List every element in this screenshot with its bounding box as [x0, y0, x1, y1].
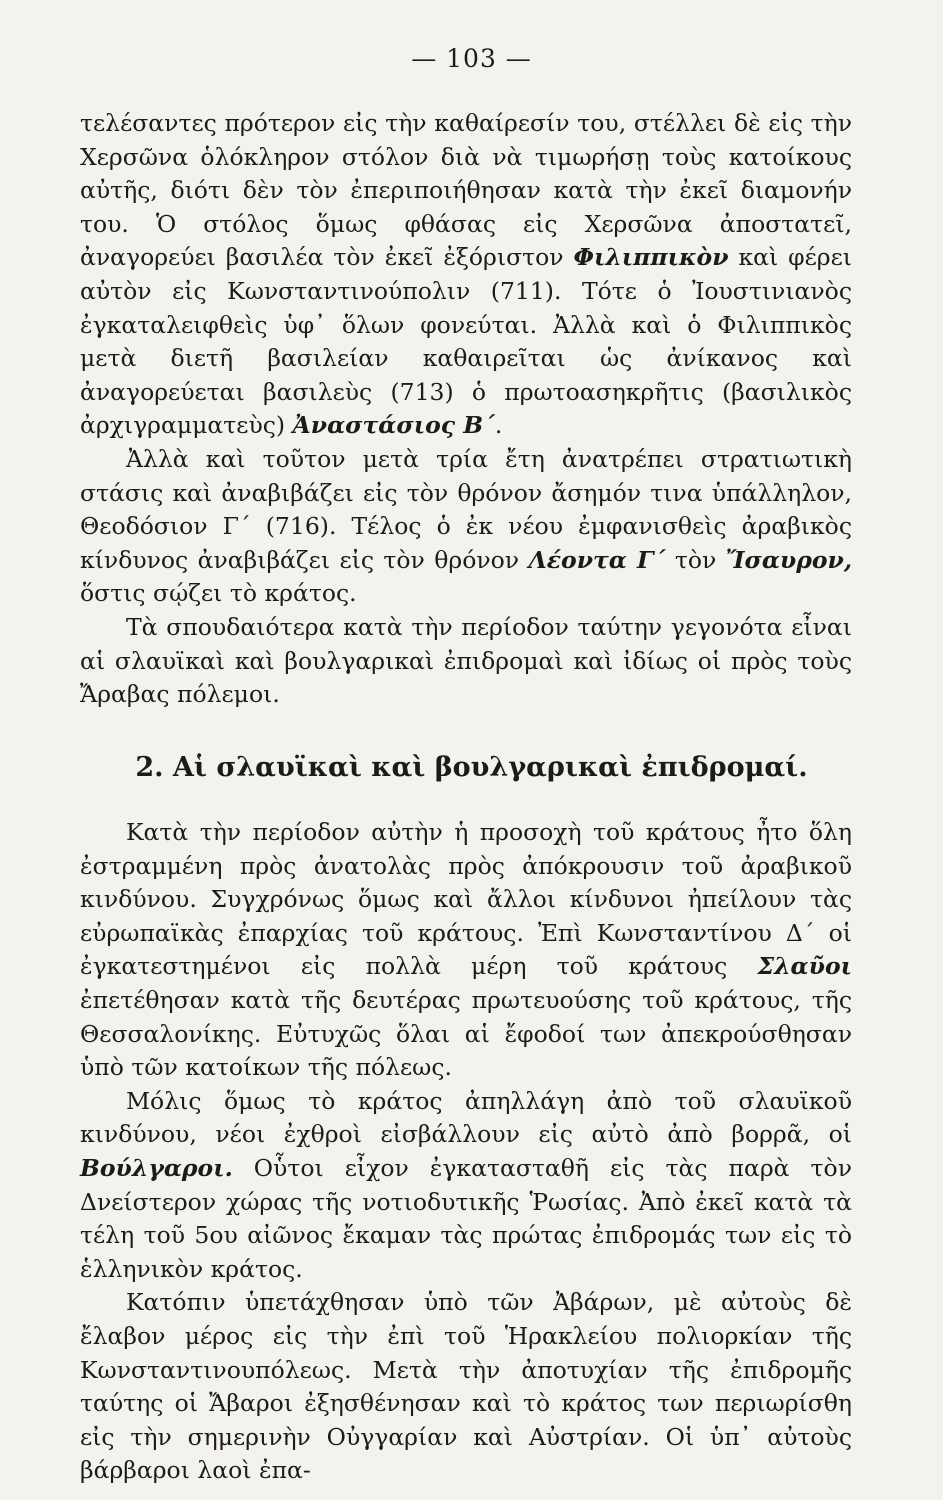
text-run: Οὗτοι εἶχον ἐγκατασταθῆ εἰς τὰς παρὰ τὸν Δνείστερον χώρας τῆς νοτιοδυτικῆς Ῥωσίας. Ἀπὸ ἐκεῖ κατὰ τὰ τέλη τοῦ 5ου αἰῶνος ἔκαμαν τὰς πρώτας ἐπιδρομάς των εἰς τὸ ἑλληνικὸν κράτος.	[80, 1153, 852, 1283]
paragraph-3: Τὰ σπουδαιότερα κατὰ τὴν περίοδον ταύτην γεγονότα εἶναι αἱ σλαυϊκαὶ καὶ βουλγαρικαὶ ἐπιδρομαὶ καὶ ἰδίως οἱ πρὸς τοὺς Ἄραβας πόλεμοι.	[80, 612, 852, 709]
name-anastasios: Ἀναστάσιος Β΄	[292, 411, 495, 440]
name-isauros: Ἴσαυρον,	[725, 545, 852, 574]
section-heading: 2. Αἱ σλαυϊκαὶ καὶ βουλγαρικαὶ ἐπιδρομαί.	[135, 752, 808, 783]
upper-text-block	[80, 107, 852, 712]
text-run: ὅστις σῴζει τὸ κράτος.	[80, 579, 357, 608]
text-run: Ἀλλὰ καὶ τοῦτον μετὰ τρία ἔτη ἀνατρέπει στρατιωτικὴ στάσις καὶ ἀναβιβάζει εἰς τὸν θρόνον ἄσημόν τινα ὑπάλληλον, Θεοδόσιον Γ΄ (716). Τέλος ὁ ἐκ νέου ἐμφανισθεὶς ἀραβικὸς κίνδυνος ἀναβιβάζει εἰς τὸν θρόνον	[80, 444, 852, 574]
paragraph-4	[80, 816, 852, 1085]
name-slavs: Σλαῦοι	[757, 952, 852, 981]
paragraph-2	[80, 443, 852, 611]
page-number: — 103 —	[411, 44, 532, 73]
paragraph-1	[80, 107, 852, 443]
name-bulgarians: Βούλγαροι.	[80, 1153, 233, 1182]
lower-text-block	[80, 816, 852, 1488]
text-run: .	[494, 411, 503, 440]
text-run: ἐπετέθησαν κατὰ τῆς δευτέρας πρωτευούσης τοῦ κράτους, τῆς Θεσσαλονίκης. Εὐτυχῶς ὅλαι αἱ ἔφοδοί των ἀπεκρούσθησαν ὑπὸ τῶν κατοίκων τῆς πόλεως.	[80, 985, 852, 1082]
text-run: τελέσαντες πρότερον εἰς τὴν καθαίρεσίν του, στέλλει δὲ εἰς τὴν Χερσῶνα ὁλόκληρον στόλον διὰ νὰ τιμωρήσῃ τοὺς κατοίκους αὐτῆς, διότι δὲν τὸν ἐπεριποιήθησαν κατὰ τὴν ἐκεῖ διαμονήν του. Ὁ στόλος ὅμως φθάσας εἰς Χερσῶνα ἀποστατεῖ, ἀναγορεύει βασιλέα τὸν ἐκεῖ ἐξόριστον	[80, 109, 852, 272]
name-leon: Λέοντα Γ΄	[528, 545, 666, 574]
name-philippikos: Φιλιππικὸν	[573, 243, 729, 272]
paragraph-6: Κατόπιν ὑπετάχθησαν ὑπὸ τῶν Ἀβάρων, μὲ αὐτοὺς δὲ ἔλαβον μέρος εἰς τὴν ἐπὶ τοῦ Ἡρακλείου πολιορκίαν τῆς Κωνσταντινουπόλεως. Μετὰ τὴν ἀποτυχίαν τῆς ἐπιδρομῆς ταύτης οἱ Ἄβαροι ἐξησθένησαν καὶ τὸ κράτος των περιωρίσθη εἰς τὴν σημερινὴν Οὐγγαρίαν καὶ Αὐστρίαν. Οἱ ὑπ᾿ αὐτοὺς βάρβαροι λαοὶ ἐπα-	[80, 1288, 852, 1485]
text-run: τὸν	[665, 545, 726, 574]
text-run: Μόλις ὅμως τὸ κράτος ἀπηλλάγη ἀπὸ τοῦ σλαυϊκοῦ κινδύνου, νέοι ἐχθροὶ εἰσβάλλουν εἰς αὐτὸ ἀπὸ βορρᾶ, οἱ	[80, 1086, 852, 1149]
text-run: καὶ φέρει αὐτὸν εἰς Κωνσταντινούπολιν (711). Τότε ὁ Ἰουστινιανὸς ἐγκαταλειφθεὶς ὑφ᾿ ὅλων φονεύται. Ἀλλὰ καὶ ὁ Φιλιππικὸς μετὰ διετῆ βασιλείαν καθαιρεῖται ὡς ἀνίκανος καὶ ἀναγορεύεται βασιλεὺς (713) ὁ πρωτοασηκρῆτις (βασιλικὸς ἀρχιγραμματεὺς)	[80, 243, 852, 440]
text-run: Κατὰ τὴν περίοδον αὐτὴν ἡ προσοχὴ τοῦ κράτους ἦτο ὅλη ἐστραμμένη πρὸς ἀνατολὰς πρὸς ἀπόκρουσιν τοῦ ἀραβικοῦ κινδύνου. Συγχρόνως ὅμως καὶ ἄλλοι κίνδυνοι ἠπείλουν τὰς εὐρωπαϊκὰς ἐπαρχίας τοῦ κράτους. Ἐπὶ Κωνσταντίνου Δ΄ οἱ ἐγκατεστημένοι εἰς πολλὰ μέρη τοῦ κράτους	[80, 818, 852, 981]
paragraph-5	[80, 1085, 852, 1287]
